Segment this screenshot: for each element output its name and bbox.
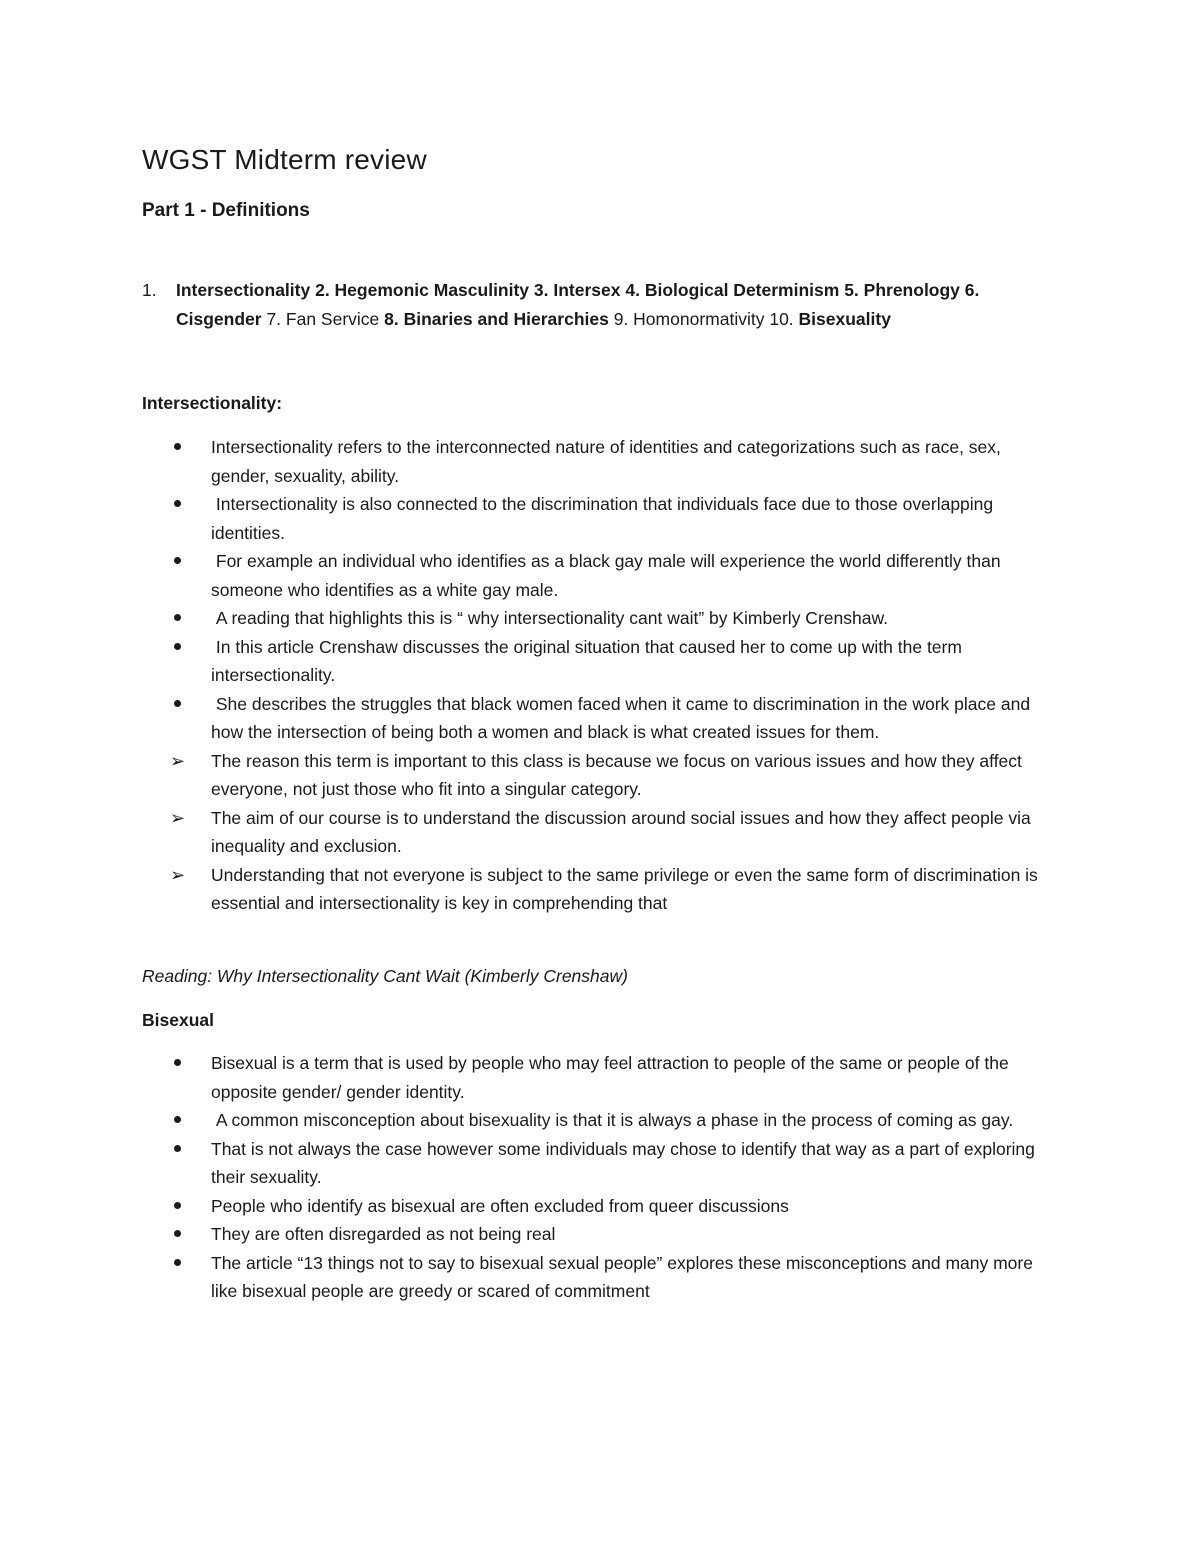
list-item: [170, 547, 1060, 604]
definition-term: 9.: [608, 309, 634, 329]
list-item: [170, 747, 1060, 804]
list-item: [170, 1135, 1060, 1192]
list-item-text: Understanding that not everyone is subject to the same privilege or even the same form of discrimination is essential and intersectionality is key in comprehending that: [211, 864, 1043, 913]
list-item-text: She describes the struggles that black women faced when it came to discrimination in the work place and how the intersection of being both a women and black is what created issues for them.: [211, 693, 1035, 742]
list-number: 1.: [142, 280, 157, 300]
document-title: WGST Midterm review: [142, 144, 427, 175]
list-item: [170, 1220, 1060, 1249]
definitions-list: [142, 276, 1062, 334]
list-item: [170, 1192, 1060, 1221]
dot-bullet-icon: [170, 490, 200, 519]
definition-term: Hegemonic Masculinity: [334, 280, 530, 300]
arrow-bullet-icon: ➢: [170, 807, 186, 828]
arrow-bullet-icon: ➢: [170, 864, 186, 885]
list-item: [170, 861, 1060, 918]
list-item-text: The reason this term is important to this class is because we focus on various issues and how they affect everyone, not just those who fit into a singular category.: [211, 750, 1027, 799]
definition-term: 7.: [261, 309, 286, 329]
list-item-text: Bisexual is a term that is used by people who may feel attraction to people of the same or people of the opposite gender/ gender identity.: [211, 1053, 1014, 1102]
dot-bullet-icon: [170, 604, 200, 633]
list-item: [170, 633, 1060, 690]
definition-term: 10.: [764, 309, 799, 329]
list-item-text: Intersectionality refers to the interconnected nature of identities and categorizations such as race, sex, gender, sexuality, ability.: [211, 437, 1006, 486]
definition-term: 8.: [379, 309, 404, 329]
dot-bullet-icon: [170, 633, 200, 662]
bisexual-heading: Bisexual: [142, 1010, 214, 1030]
list-item: [170, 490, 1060, 547]
arrow-bullet-icon: ➢: [170, 750, 186, 771]
definition-term: Intersex: [553, 280, 621, 300]
reading-reference: Reading: Why Intersectionality Cant Wait (Kimberly Crenshaw): [142, 966, 628, 986]
intersectionality-bullet-list: [170, 433, 1060, 918]
part-heading: [142, 200, 310, 222]
list-item-text: The aim of our course is to understand the discussion around social issues and how they affect people via inequality and exclusion.: [211, 807, 1036, 856]
list-item-text: A reading that highlights this is “ why intersectionality cant wait” by Kimberly Crenshaw.: [211, 608, 888, 628]
definition-term: Phrenology: [863, 280, 960, 300]
list-item: [170, 690, 1060, 747]
dot-bullet-icon: [170, 1249, 200, 1278]
list-item-text: A common misconception about bisexuality is that it is always a phase in the process of coming as gay.: [211, 1110, 1014, 1130]
dot-bullet-icon: [170, 1106, 200, 1135]
definition-term: Bisexuality: [798, 309, 891, 329]
dot-bullet-icon: [170, 1049, 200, 1078]
list-item-text: They are often disregarded as not being real: [211, 1224, 556, 1244]
list-item: [170, 804, 1060, 861]
list-item-text: The article “13 things not to say to bisexual sexual people” explores these misconceptions and many more like bisexual people are greedy or scared of commitment: [211, 1252, 1038, 1301]
list-item-text: Intersectionality is also connected to the discrimination that individuals face due to those overlapping identities.: [211, 494, 999, 543]
definition-term: Homonormativity: [633, 309, 765, 329]
definition-term: 4.: [620, 280, 645, 300]
list-item-text: People who identify as bisexual are often excluded from queer discussions: [211, 1195, 789, 1216]
bisexual-bullet-list: [170, 1049, 1060, 1306]
dot-bullet-icon: [170, 1135, 200, 1164]
definition-term: Cisgender: [176, 309, 262, 329]
list-item: [170, 433, 1060, 490]
list-item: [170, 1249, 1060, 1306]
dot-bullet-icon: [170, 690, 200, 719]
intersectionality-heading: Intersectionality:: [142, 393, 283, 413]
dot-bullet-icon: [170, 433, 200, 462]
definition-term: 6.: [959, 280, 985, 300]
definition-term: 2.: [310, 280, 335, 300]
list-item: [170, 604, 1060, 633]
list-item: [170, 1106, 1060, 1135]
definitions-list-text: [176, 276, 1062, 334]
definition-term: 5.: [839, 280, 864, 300]
dot-bullet-icon: [170, 1220, 200, 1249]
list-item-text: In this article Crenshaw discusses the original situation that caused her to come up with the term intersectionality.: [211, 636, 967, 685]
dot-bullet-icon: [170, 547, 200, 576]
definition-term: Biological Determinism: [644, 280, 840, 300]
definition-term: Intersectionality: [176, 280, 311, 300]
definition-term: Fan Service: [285, 309, 380, 329]
definition-term: 3.: [529, 280, 554, 300]
dot-bullet-icon: [170, 1192, 200, 1221]
list-item-text: For example an individual who identifies as a black gay male will experience the world differently than someone who identifies as a white gay male.: [211, 551, 1006, 600]
list-item: [170, 1049, 1060, 1106]
list-item-text: That is not always the case however some individuals may chose to identify that way as a part of exploring their sexuality.: [211, 1138, 1040, 1187]
definition-term: Binaries and Hierarchies: [403, 309, 609, 329]
part-heading-text: Part 1 - Definitions: [142, 200, 310, 221]
